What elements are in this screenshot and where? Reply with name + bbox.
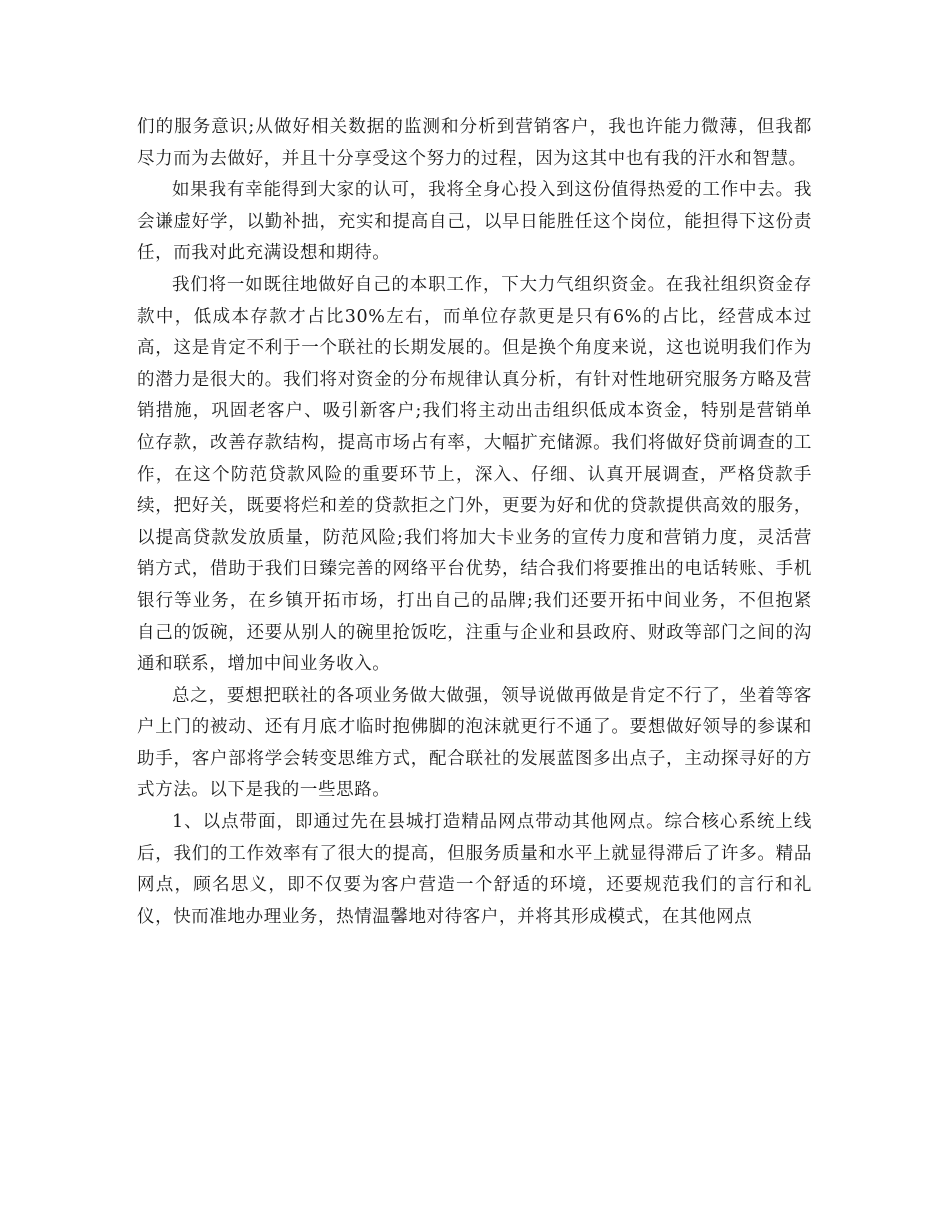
paragraph-5: 1、以点带面，即通过先在县城打造精品网点带动其他网点。综合核心系统上线后，我们的工作效率有了很大的提高，但服务质量和水平上就显得滞后了许多。精品网点，顾名思义，即不仅要为客户营造一个舒适的环境，还要规范我们的言行和礼仪，快而准地办理业务，热情温馨地对待客户，并将其形成模式，在其他网点: [137, 812, 812, 927]
paragraph-2: 如果我有幸能得到大家的认可，我将全身心投入到这份值得热爱的工作中去。我会谦虚好学，以勤补拙，充实和提高自己，以早日能胜任这个岗位，能担得下这份责任，而我对此充满设想和期待。: [137, 180, 812, 264]
document-body: [137, 112, 812, 933]
paragraph-3: 我们将一如既往地做好自己的本职工作，下大力气组织资金。在我社组织资金存款中，低成本存款才占比30%左右，而单位存款更是只有6%的占比，经营成本过高，这是肯定不利于一个联社的长期发展的。但是换个角度来说，这也说明我们作为的潜力是很大的。我们将对资金的分布规律认真分析，有针对性地研究服务方略及营销措施，巩固老客户、吸引新客户;我们将主动出击组织低成本资金，特别是营销单位存款，改善存款结构，提高市场占有率，大幅扩充储源。我们将做好贷前调查的工作，在这个防范贷款风险的重要环节上，深入、仔细、认真开展调查，严格贷款手续，把好关，既要将烂和差的贷款拒之门外，更要为好和优的贷款提供高效的服务，以提高贷款发放质量，防范风险;我们将加大卡业务的宣传力度和营销力度，灵活营销方式，借助于我们日臻完善的网络平台优势，结合我们将要推出的电话转账、手机银行等业务，在乡镇开拓市场，打出自己的品牌;我们还要开拓中间业务，不但抱紧自己的饭碗，还要从别人的碗里抢饭吃，注重与企业和县政府、财政等部门之间的沟通和联系，增加中间业务收入。: [137, 274, 812, 675]
paragraph-1: 们的服务意识;从做好相关数据的监测和分析到营销客户，我也许能力微薄，但我都尽力而为去做好，并且十分享受这个努力的过程，因为这其中也有我的汗水和智慧。: [137, 117, 812, 169]
paragraph-4: 总之，要想把联社的各项业务做大做强，领导说做再做是肯定不行了，坐着等客户上门的被动、还有月底才临时抱佛脚的泡沫就更行不通了。要想做好领导的参谋和助手，客户部将学会转变思维方式，配合联社的发展蓝图多出点子，主动探寻好的方式方法。以下是我的一些思路。: [137, 685, 812, 801]
